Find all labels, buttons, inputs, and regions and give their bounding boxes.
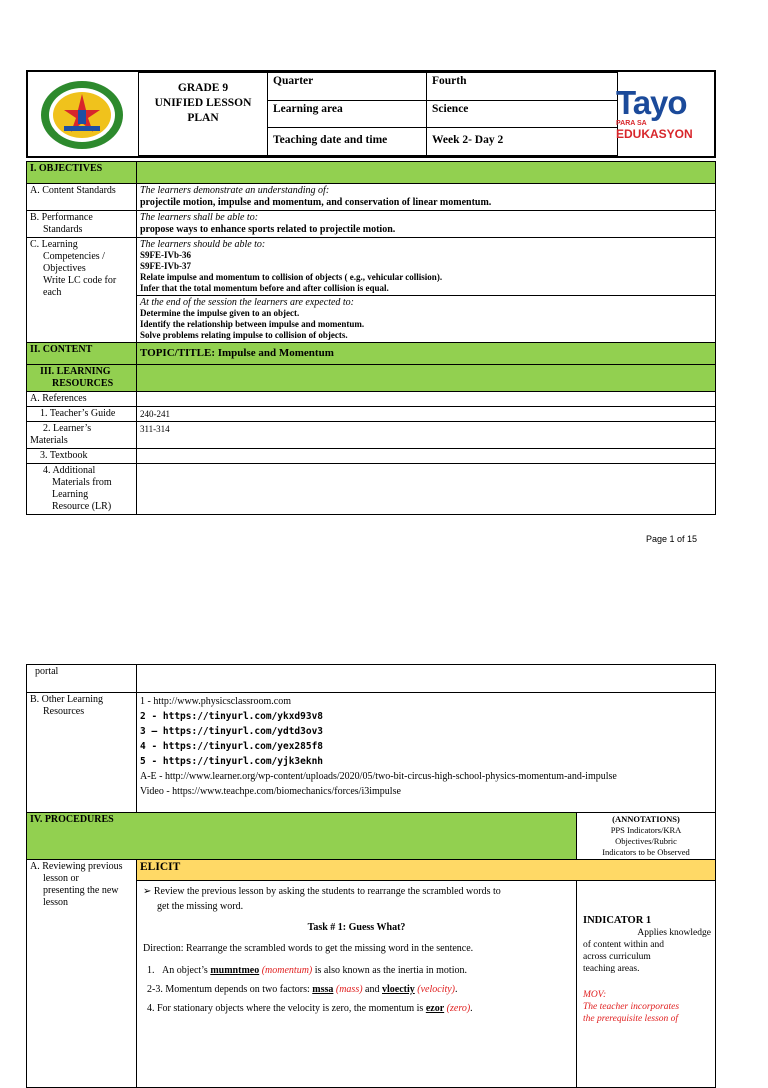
resource-link[interactable]: 3 – https://tinyurl.com/ydtd3ov3 (140, 726, 324, 737)
links-list (137, 693, 716, 813)
textbook-label: 3. Textbook (27, 449, 137, 464)
indicator-cell: INDICATOR 1 Applies knowledge of content within and across curriculum teaching areas. MOV: The teacher incorporates the prerequisite lesson of (577, 881, 716, 1088)
additional-materials-label: 4. Additional Materials from Learning Resource (LR) (27, 464, 137, 515)
learners-materials-label: 2. Learner’s Materials (27, 422, 137, 449)
header-table (26, 70, 716, 158)
task-direction: Direction: Rearrange the scrambled words to get the missing word in the sentence. (143, 943, 474, 954)
teachers-guide-pages: 240-241 (137, 407, 716, 422)
session-item: Solve problems relating impulse to collision of objects. (140, 330, 348, 340)
elicit-heading: ELICIT (137, 860, 716, 881)
quarter-value: Fourth (427, 73, 618, 101)
deped-seal-icon (40, 80, 124, 150)
references-label: A. References (27, 392, 137, 407)
session-item: Determine the impulse given to an object. (140, 308, 300, 318)
lesson-plan-title: GRADE 9 UNIFIED LESSON PLAN (139, 73, 268, 156)
learning-area-value: Science (427, 101, 618, 128)
teachers-guide-label: 1. Teacher’s Guide (27, 407, 137, 422)
procedures-table (26, 664, 716, 1088)
lc-code: S9FE-IVb-36 (140, 250, 192, 260)
task-title: Task # 1: Guess What? (307, 922, 406, 933)
quarter-label: Quarter (268, 73, 427, 101)
session-item: Identify the relationship between impulse and momentum. (140, 319, 365, 329)
content-standards-intro: The learners demonstrate an understanding of: (140, 185, 330, 196)
competencies-intro: The learners should be able to: (140, 239, 266, 250)
teaching-date-value: Week 2- Day 2 (427, 128, 618, 156)
resources-heading: III. LEARNING RESOURCES (27, 365, 137, 392)
question-4: 4. For stationary objects where the velocity is zero, the momentum is ezor (zero). (147, 1003, 473, 1014)
performance-standards-text: propose ways to enhance sports related to projectile motion. (140, 224, 396, 235)
learning-area-label: Learning area (268, 101, 427, 128)
content-heading: II. CONTENT (27, 343, 137, 365)
reviewing-label: A. Reviewing previous lesson or presenting the new lesson (27, 860, 137, 1088)
resource-link[interactable]: 4 - https://tinyurl.com/yex285f8 (140, 741, 324, 752)
mov-label: MOV: (583, 990, 607, 1000)
performance-standards-intro: The learners shall be able to: (140, 212, 259, 223)
learners-materials-pages: 311-314 (137, 422, 716, 449)
content-standards-text: projectile motion, impulse and momentum, and conservation of linear momentum. (140, 197, 492, 208)
resource-link[interactable]: A-E - http://www.learner.org/wp-content/uploads/2020/05/two-bit-circus-high-school-physics-momentum-and-impulse (140, 771, 617, 782)
tayo-logo: Tayo PARA SA EDUKASYON (616, 84, 693, 141)
portal-label: portal (27, 665, 137, 693)
resource-link[interactable]: 2 - https://tinyurl.com/ykxd93v8 (140, 711, 324, 722)
competencies-label: C. Learning Competencies / Objectives Write LC code for each (27, 238, 137, 343)
other-resources-label: B. Other Learning Resources (27, 693, 137, 813)
page-number: Page 1 of 15 (646, 534, 698, 544)
objectives-table (26, 161, 716, 515)
procedures-heading: IV. PROCEDURES (27, 813, 577, 860)
resource-link[interactable]: 1 - http://www.physicsclassroom.com (140, 696, 292, 707)
content-standards-label: A. Content Standards (27, 184, 137, 211)
lc-code: S9FE-IVb-37 (140, 261, 192, 271)
review-bullet: ➢ Review the previous lesson by asking the students to rearrange the scrambled words to (143, 886, 501, 897)
topic-title: TOPIC/TITLE: Impulse and Momentum (137, 343, 716, 365)
session-intro: At the end of the session the learners are expected to: (140, 297, 355, 308)
performance-standards-label: B. Performance Standards (27, 211, 137, 238)
question-1: 1. An object’s mumntmeo (momentum) is also known as the inertia in motion. (147, 965, 467, 976)
teaching-date-label: Teaching date and time (268, 128, 427, 156)
indicator-title: INDICATOR 1 (583, 915, 652, 926)
review-bullet-cont: get the missing word. (157, 901, 244, 912)
resource-link[interactable]: Video - https://www.teachpe.com/biomechanics/forces/i3impulse (140, 786, 401, 797)
objectives-heading: I. OBJECTIVES (27, 162, 137, 184)
resource-link[interactable]: 5 - https://tinyurl.com/yjk3eknh (140, 756, 324, 767)
competency-item: Relate impulse and momentum to collision of objects ( e.g., vehicular collision). (140, 272, 443, 282)
annotations-header: (ANNOTATIONS) PPS Indicators/KRA Objectives/Rubric Indicators to be Observed (577, 813, 716, 860)
question-2-3: 2-3. Momentum depends on two factors: mssa (mass) and vloectiy (velocity). (147, 984, 458, 995)
competency-item: Infer that the total momentum before and after collision is equal. (140, 283, 389, 293)
